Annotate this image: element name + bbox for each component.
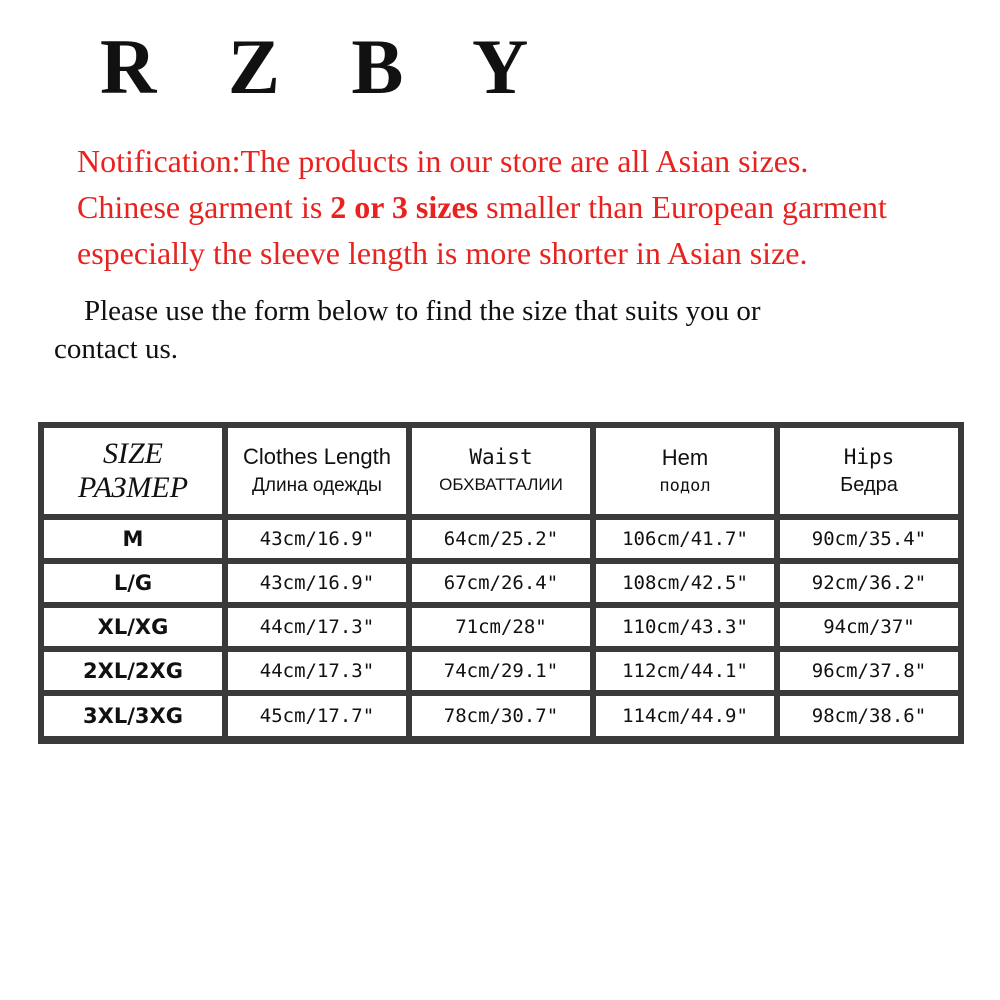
table-row-size (44, 520, 222, 558)
table-row-size (44, 564, 222, 602)
waist-value: 64cm/25.2" (443, 528, 559, 550)
table-row-waist (412, 696, 590, 736)
waist-value: 74cm/29.1" (443, 660, 559, 682)
hem-value: 108cm/42.5" (622, 572, 748, 594)
notice-line-1: Notification:The products in our store are all Asian sizes. (77, 143, 809, 179)
table-row-waist (412, 652, 590, 690)
notice-emphasis: 2 or 3 sizes (330, 189, 479, 225)
size-label: L/G (113, 571, 153, 595)
size-label: XL/XG (97, 615, 169, 639)
hips-value: 94cm/37" (823, 616, 915, 638)
table-row-waist (412, 608, 590, 646)
header-hem-en: Hem (661, 445, 709, 470)
header-hem-ru: подол (659, 476, 711, 496)
header-hem (596, 428, 774, 514)
length-value: 44cm/17.3" (259, 660, 375, 682)
table-row-length (228, 652, 406, 690)
notice-line-2-start: Chinese garment is (77, 189, 331, 225)
size-label: M (122, 527, 144, 551)
length-value: 43cm/16.9" (259, 572, 375, 594)
header-clothes-length (228, 428, 406, 514)
instructions-line-1: Please use the form below to find the size that suits you or (84, 295, 761, 327)
table-row-hem (596, 652, 774, 690)
size-notification (77, 138, 977, 276)
length-value: 44cm/17.3" (259, 616, 375, 638)
table-row-hem (596, 520, 774, 558)
table-row-hips (780, 564, 958, 602)
table-row-size (44, 696, 222, 736)
table-row-hem (596, 696, 774, 736)
table-row-hips (780, 696, 958, 736)
header-waist (412, 428, 590, 514)
size-chart-table (38, 422, 964, 744)
brand-title: R Z B Y (100, 23, 555, 110)
table-row-hips (780, 608, 958, 646)
hips-value: 92cm/36.2" (811, 572, 927, 594)
table-row-length (228, 520, 406, 558)
instructions (54, 292, 874, 368)
table-row-length (228, 696, 406, 736)
table-row-hem (596, 608, 774, 646)
table-row-size (44, 652, 222, 690)
waist-value: 67cm/26.4" (443, 572, 559, 594)
header-size (44, 428, 222, 514)
hips-value: 96cm/37.8" (811, 660, 927, 682)
table-row-length (228, 608, 406, 646)
hem-value: 110cm/43.3" (622, 616, 748, 638)
table-row-size (44, 608, 222, 646)
header-waist-ru: ОБХВАТТАЛИИ (439, 475, 563, 494)
hem-value: 106cm/41.7" (622, 528, 748, 550)
table-row-waist (412, 520, 590, 558)
header-length-ru: Длина одежды (252, 475, 382, 496)
size-label: 3XL/3XG (83, 704, 183, 728)
table-row-waist (412, 564, 590, 602)
table-row-hem (596, 564, 774, 602)
notice-line-2-end: smaller than European garment (478, 189, 887, 225)
hips-value: 98cm/38.6" (811, 705, 927, 727)
hem-value: 112cm/44.1" (622, 660, 748, 682)
table-row-length (228, 564, 406, 602)
hips-value: 90cm/35.4" (811, 528, 927, 550)
notice-line-3: especially the sleeve length is more shorter in Asian size. (77, 235, 808, 271)
waist-value: 78cm/30.7" (443, 705, 559, 727)
header-hips-ru: Бедра (840, 474, 898, 496)
length-value: 43cm/16.9" (259, 528, 375, 550)
notice-line-2 (77, 184, 977, 230)
instructions-line-2: contact us. (54, 333, 179, 365)
header-waist-en: Waist (469, 445, 533, 469)
hem-value: 114cm/44.9" (622, 705, 748, 727)
waist-value: 71cm/28" (455, 616, 547, 638)
header-size-en: SIZE (103, 437, 163, 470)
header-hips (780, 428, 958, 514)
header-hips-en: Hips (843, 445, 895, 469)
table-row-hips (780, 520, 958, 558)
header-size-ru: РАЗМЕР (77, 471, 189, 504)
size-label: 2XL/2XG (83, 659, 183, 683)
length-value: 45cm/17.7" (259, 705, 375, 727)
table-row-hips (780, 652, 958, 690)
header-length-en: Clothes Length (243, 444, 391, 469)
